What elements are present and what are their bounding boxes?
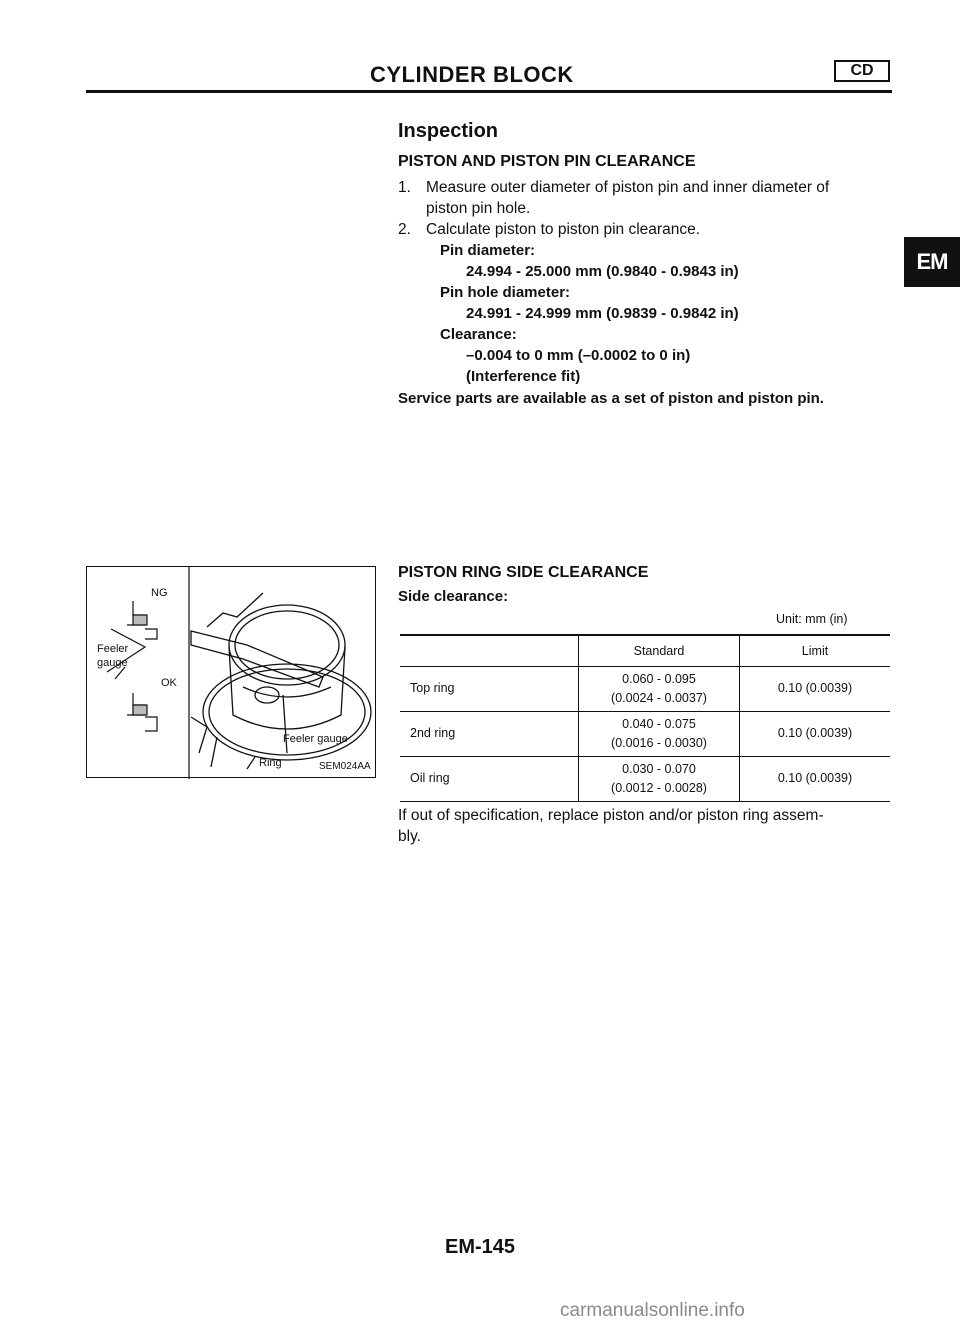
model-badge: CD bbox=[834, 60, 890, 82]
pin-hole-label: Pin hole diameter: bbox=[440, 284, 571, 301]
clearance-label: Clearance: bbox=[440, 326, 517, 343]
standard-mm: 0.060 - 0.095 bbox=[622, 671, 696, 686]
ring-name: 2nd ring bbox=[400, 711, 579, 756]
ring-name: Oil ring bbox=[400, 756, 579, 801]
table-row bbox=[400, 666, 890, 711]
header-rule bbox=[86, 90, 892, 93]
table-row bbox=[400, 711, 890, 756]
step-1-text-line2: piston pin hole. bbox=[426, 200, 531, 217]
label-ring: Ring bbox=[259, 757, 282, 769]
step-2-text: Calculate piston to piston pin clearance. bbox=[426, 221, 700, 238]
label-feeler-gauge: Feeler gauge bbox=[283, 733, 348, 745]
standard-mm: 0.040 - 0.075 bbox=[622, 716, 696, 731]
standard-value bbox=[579, 756, 740, 801]
pin-hole-value: 24.991 - 24.999 mm (0.9839 - 0.9842 in) bbox=[466, 305, 739, 322]
limit-value: 0.10 (0.0039) bbox=[740, 666, 891, 711]
side-clearance-label: Side clearance: bbox=[398, 588, 509, 605]
clearance-value: –0.004 to 0 mm (–0.0002 to 0 in) bbox=[466, 347, 691, 364]
table-header-limit: Limit bbox=[740, 636, 891, 666]
feeler-gauge-illustration bbox=[87, 567, 377, 779]
replace-note-line2: bly. bbox=[398, 828, 421, 845]
label-feeler: Feeler bbox=[97, 643, 129, 655]
limit-value: 0.10 (0.0039) bbox=[740, 756, 891, 801]
side-clearance-table bbox=[400, 636, 890, 802]
page-header-title: CYLINDER BLOCK bbox=[370, 62, 574, 87]
ring-side-heading: PISTON RING SIDE CLEARANCE bbox=[398, 564, 649, 581]
standard-value bbox=[579, 666, 740, 711]
label-ng: NG bbox=[151, 587, 168, 599]
service-note: Service parts are available as a set of piston and piston pin. bbox=[398, 390, 824, 407]
label-ok: OK bbox=[161, 677, 177, 689]
standard-in: (0.0024 - 0.0037) bbox=[611, 690, 707, 705]
unit-label: Unit: mm (in) bbox=[776, 612, 848, 626]
label-gauge: gauge bbox=[97, 657, 128, 669]
section-tab-em[interactable]: EM bbox=[904, 237, 960, 287]
watermark: carmanualsonline.info bbox=[560, 1300, 745, 1321]
clearance-note: (Interference fit) bbox=[466, 368, 581, 385]
feeler-gauge-figure bbox=[86, 566, 376, 778]
standard-value bbox=[579, 711, 740, 756]
standard-in: (0.0012 - 0.0028) bbox=[611, 780, 707, 795]
pin-diameter-label: Pin diameter: bbox=[440, 242, 536, 259]
table-row bbox=[400, 756, 890, 801]
standard-in: (0.0016 - 0.0030) bbox=[611, 735, 707, 750]
table-header-standard: Standard bbox=[579, 636, 740, 666]
ring-name: Top ring bbox=[400, 666, 579, 711]
figure-code: SEM024AA bbox=[319, 761, 371, 772]
step-1 bbox=[398, 177, 898, 219]
pin-clearance-heading: PISTON AND PISTON PIN CLEARANCE bbox=[398, 153, 696, 170]
replace-note-line1: If out of specification, replace piston and/or piston ring assem- bbox=[398, 807, 824, 824]
standard-mm: 0.030 - 0.070 bbox=[622, 761, 696, 776]
table-header-name bbox=[400, 636, 579, 666]
step-2 bbox=[398, 219, 898, 240]
step-1-number: 1. bbox=[398, 179, 411, 196]
page-number: EM-145 bbox=[444, 1236, 516, 1258]
step-1-text-line1: Measure outer diameter of piston pin and inner diameter of bbox=[426, 179, 830, 196]
step-2-number: 2. bbox=[398, 221, 411, 238]
inspection-heading: Inspection bbox=[398, 120, 499, 142]
pin-diameter-value: 24.994 - 25.000 mm (0.9840 - 0.9843 in) bbox=[466, 263, 739, 280]
limit-value: 0.10 (0.0039) bbox=[740, 711, 891, 756]
table-header-row bbox=[400, 636, 890, 666]
